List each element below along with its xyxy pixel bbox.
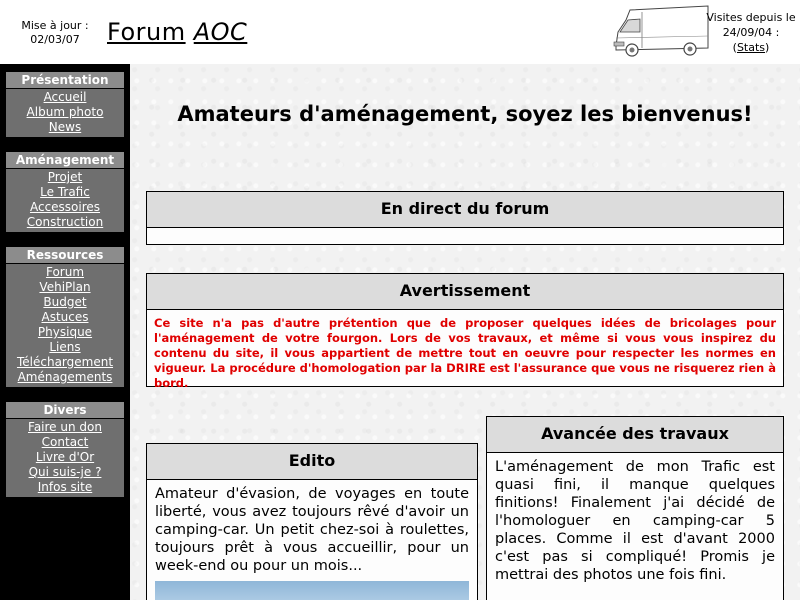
menu-section-title: Aménagement [6,152,124,169]
progress-title: Avancée des travaux [487,417,783,453]
sidebar-item-vehiplan[interactable]: VehiPlan [39,280,91,294]
visit-counter [706,10,796,55]
menu-section-title: Ressources [6,247,124,264]
stats-wrapper: (Stats) [732,41,770,54]
page-title: Amateurs d'aménagement, soyez les bienvenus! [177,102,753,126]
edito-text: Amateur d'évasion, de voyages en toute liberté, vous avez toujours rêvé d'avoir un camping-car. Un petit chez-soi à roulettes, toujours prêt à vous accueillir, pour un week-end ou pour un mois... [155,486,469,574]
sidebar-item-astuces[interactable]: Astuces [41,310,89,324]
sidebar-item-budget[interactable]: Budget [43,295,87,309]
forum-live-box [146,191,784,245]
warning-box [146,273,784,390]
sidebar-item-infos-site[interactable]: Infos site [37,480,93,494]
van-icon [612,2,712,62]
sidebar-item-news[interactable]: News [48,120,82,134]
sidebar-item-projet[interactable]: Projet [47,170,83,184]
sidebar-item-le-trafic[interactable]: Le Trafic [40,185,90,199]
menu-section-title: Divers [6,402,124,419]
sidebar-menu [0,64,130,600]
menu-section-title: Présentation [6,72,124,89]
warning-text: Ce site n'a pas d'autre prétention que de proposer quelques idées de bricolages pour l'aménagement de votre fourgon. Lors de vos travaux, et même si vous vous inspirez du contenu du site, il vous appartient de mettre tout en oeuvre pour respecter les normes en vigueur. La procédure d'homologation par la DRIRE est l'assurance que vous ne risquerez rien à bord. [154,316,776,390]
menu-section-presentation [6,72,124,137]
update-date: 02/03/07 [30,33,80,46]
sidebar-item-contact[interactable]: Contact [41,435,89,449]
stats-link[interactable]: Stats [736,41,766,54]
header [0,0,800,64]
site-title-part2[interactable]: AOC [193,18,248,46]
menu-section-divers [6,402,124,497]
sidebar-item-qui-suis-je[interactable]: Qui suis-je ? [28,465,102,479]
sidebar-item-liens[interactable]: Liens [49,340,81,354]
sidebar-item-livre-dor[interactable]: Livre d'Or [35,450,95,464]
sidebar-item-physique[interactable]: Physique [37,325,93,339]
visits-date: 24/09/04 : [722,26,780,39]
site-title-part1[interactable]: Forum [107,18,186,46]
edito-box [146,443,478,600]
sidebar-item-forum[interactable]: Forum [45,265,85,279]
sidebar-item-construction[interactable]: Construction [26,215,104,229]
sidebar-item-telechargement[interactable]: Téléchargement [16,355,114,369]
last-update [14,19,96,47]
menu-section-amenagement [6,152,124,232]
warning-title: Avertissement [147,274,783,310]
sidebar-item-accessoires[interactable]: Accessoires [29,200,101,214]
sidebar-item-amenagements[interactable]: Aménagements [17,370,113,384]
edito-title: Edito [147,444,477,480]
main-content [130,64,800,600]
forum-live-title: En direct du forum [147,192,783,228]
menu-section-ressources [6,247,124,387]
site-title[interactable] [107,18,247,46]
visits-label: Visites depuis le [706,11,796,24]
sidebar-item-faire-un-don[interactable]: Faire un don [28,420,102,434]
progress-box [486,416,784,600]
sidebar-item-accueil[interactable]: Accueil [43,90,87,104]
sidebar-item-album-photo[interactable]: Album photo [26,105,104,119]
progress-text: L'aménagement de mon Trafic est quasi fini, il manque quelques finitions! Finalement j'ai décidé de l'homologuer en camping-car 5 places. Comme il est d'avant 2000 c'est pas si compliqué! Promis je mettrai des photos une fois fini. [495,459,775,583]
update-label: Mise à jour : [21,19,89,32]
edito-photo [155,581,469,600]
